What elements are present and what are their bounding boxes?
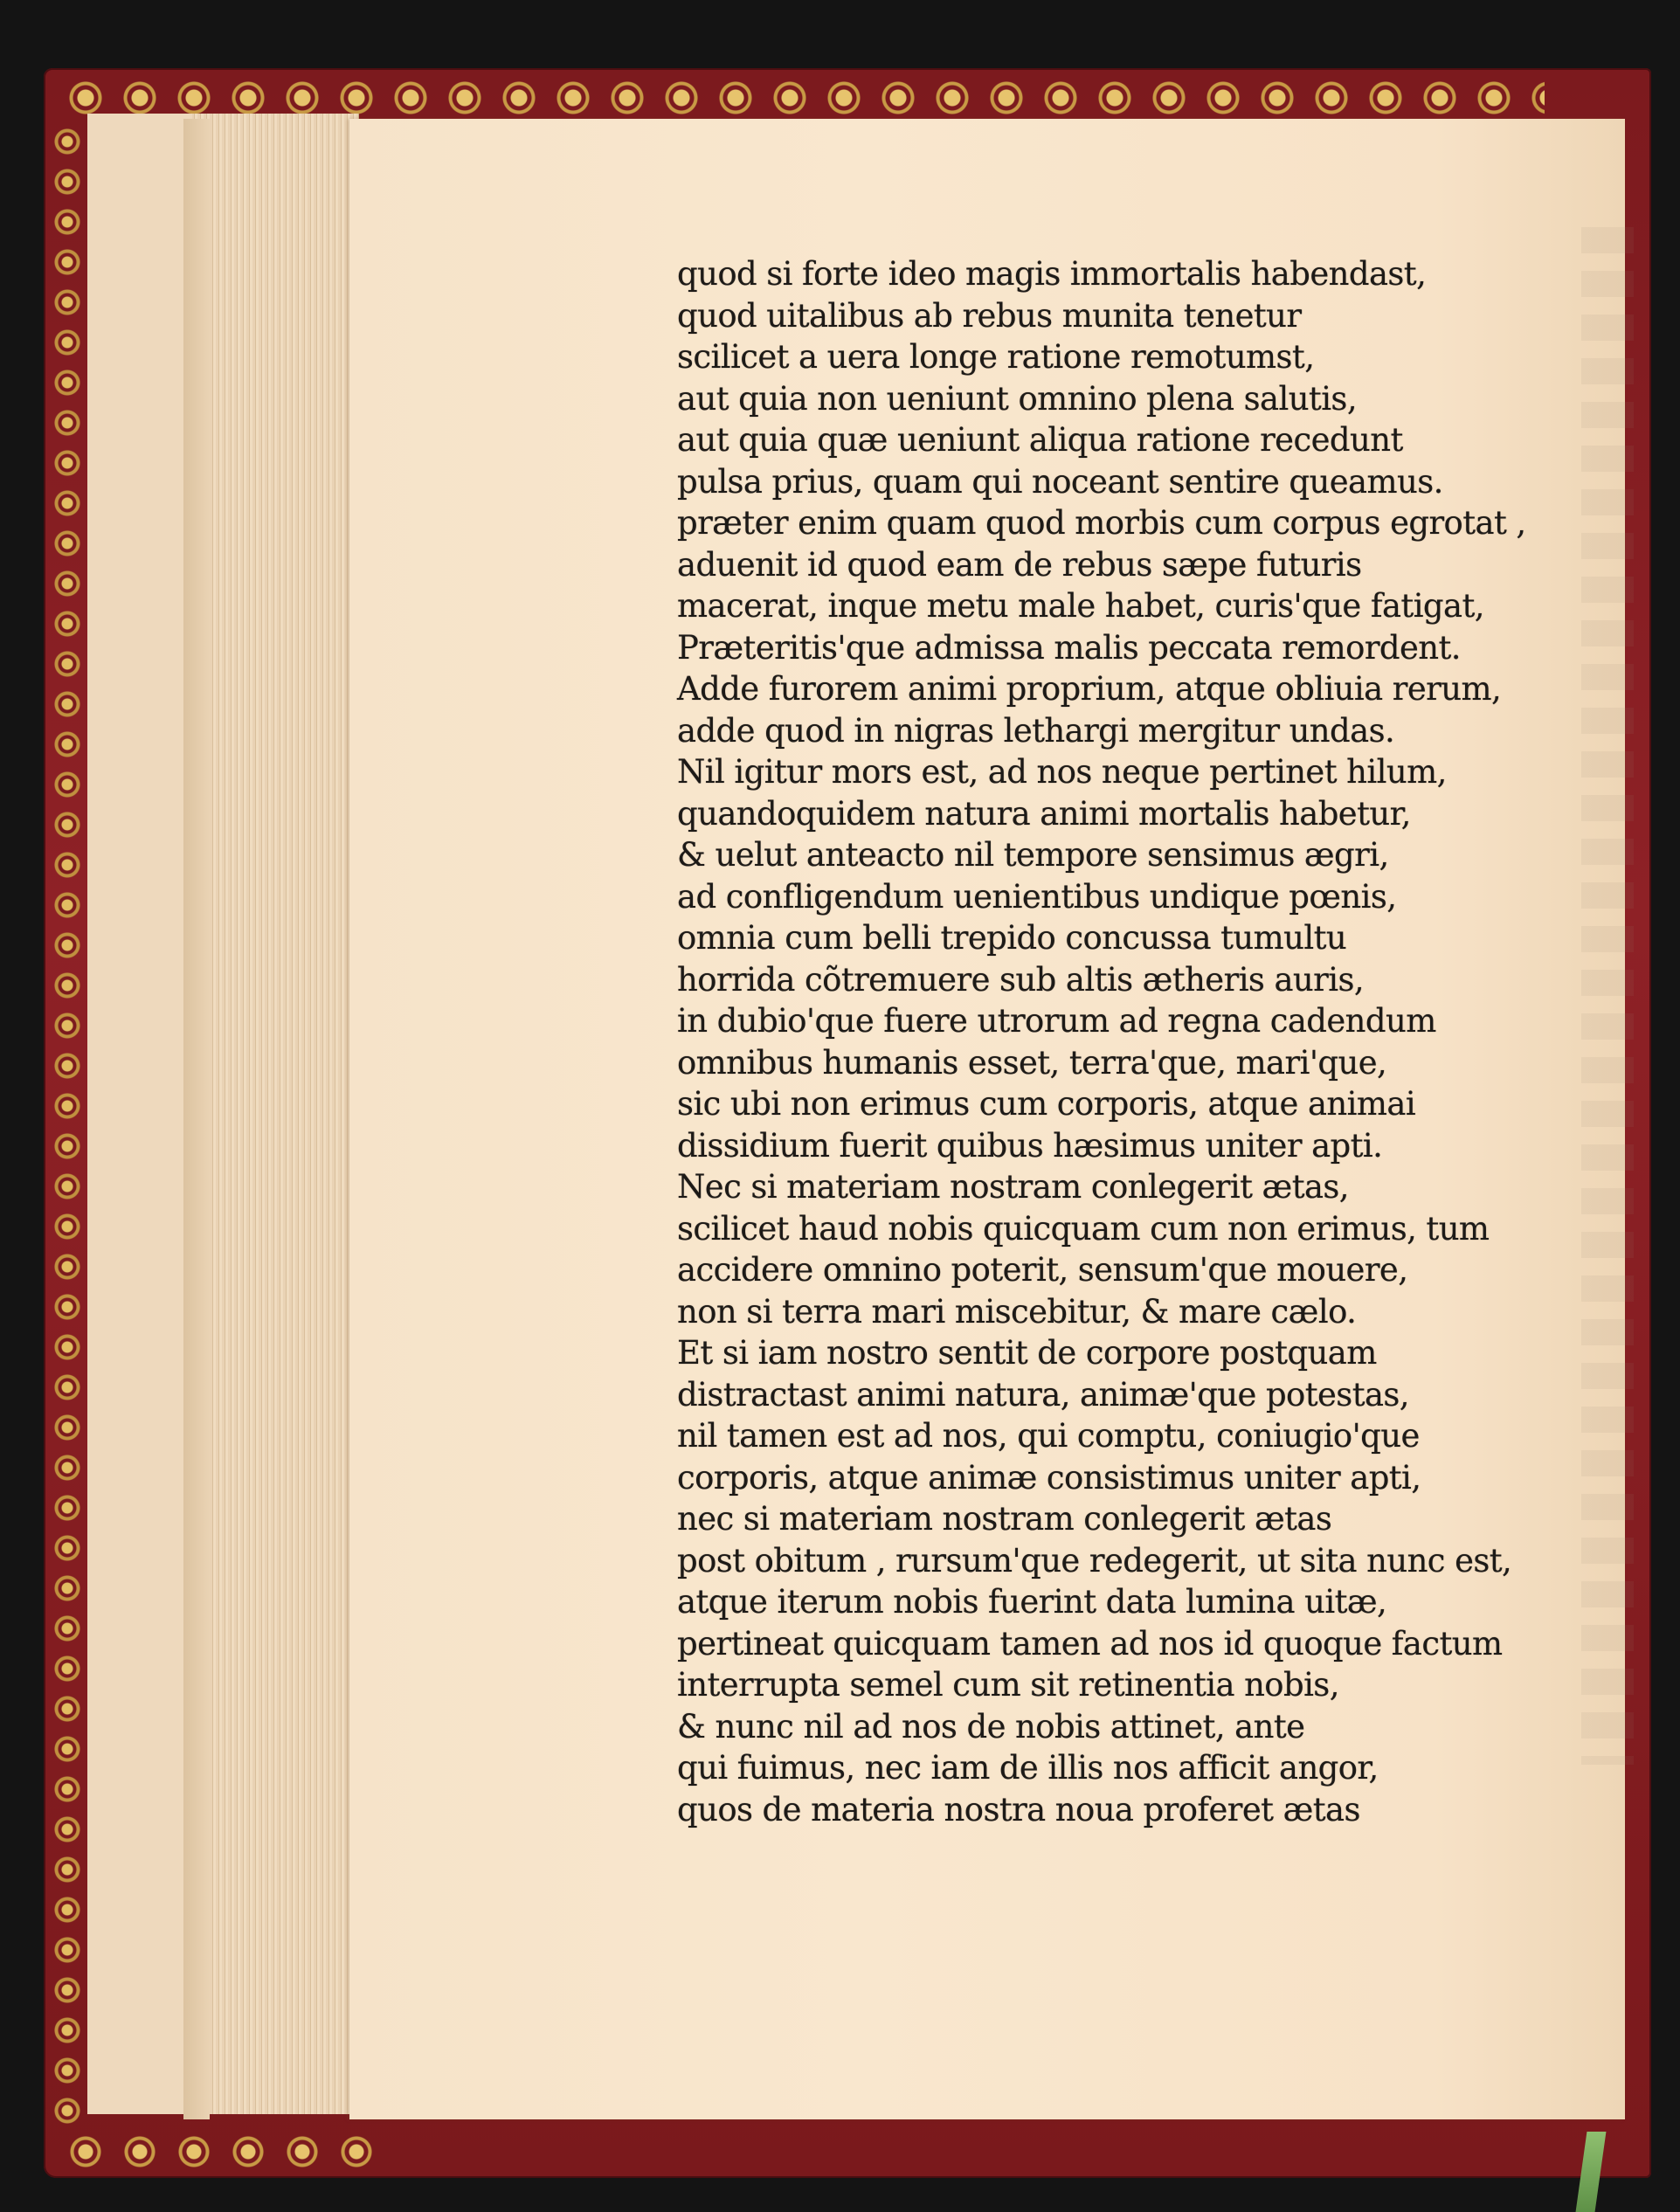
gilt-border-left [49,122,86,2132]
text-line: Et si iam nostro sentit de corpore postquam [677,1334,1377,1372]
gilt-border-top [59,77,1545,119]
text-line: aut quia quæ ueniunt aliqua ratione recedunt [677,421,1403,459]
text-line: in dubio'que fuere utrorum ad regna cadendum [677,1002,1436,1040]
text-line: pulsa prius, quam qui noceant sentire queamus. [677,462,1443,501]
text-line: quod si forte ideo magis immortalis habendast, [677,255,1427,293]
text-line: aut quia non ueniunt omnino plena salutis, [677,379,1357,418]
text-line: macerat, inque metu male habet, curis'que fatigat, [677,587,1484,625]
flyleaf [87,114,192,2114]
text-line: ad confligendum uenientibus undique pœnis, [677,877,1397,916]
text-line: scilicet a uera longe ratione remotumst, [677,338,1315,376]
text-line: præter enim quam quod morbis cum corpus egrotat , [677,504,1526,542]
text-line: & nunc nil ad nos de nobis attinet, ante [677,1707,1305,1745]
page-edges-shadow [183,119,210,2119]
text-line: qui fuimus, nec iam de illis nos afficit angor, [677,1749,1379,1787]
text-line: quos de materia nostra noua proferet ætas [677,1790,1360,1828]
text-line: scilicet haud nobis quicquam cum non erimus, tum [677,1209,1490,1248]
text-line: & uelut anteacto nil tempore sensimus ægri, [677,836,1389,874]
text-line: quandoquidem natura animi mortalis habetur, [677,794,1411,833]
text-line: non si terra mari miscebitur, & mare cælo. [677,1292,1357,1331]
text-line: dissidium fuerit quibus hæsimus uniter apti. [677,1126,1383,1165]
text-line: quod uitalibus ab rebus munita tenetur [677,296,1302,335]
text-line: corporis, atque animæ consistimus uniter apti, [677,1458,1421,1497]
text-line: Nil igitur mors est, ad nos neque pertinet hilum, [677,753,1447,791]
text-line: omnia cum belli trepido concussa tumultu [677,919,1347,957]
text-line: horrida cõtremuere sub altis ætheris auris, [677,960,1365,999]
text-line: atque iterum nobis fuerint data lumina uitæ, [677,1583,1387,1621]
text-line: omnibus humanis esset, terra'que, mari'que, [677,1043,1387,1082]
text-line: aduenit id quod eam de rebus sæpe futuris [677,545,1362,584]
poem-text [677,253,1603,1830]
text-line: interrupta semel cum sit retinentia nobis, [677,1666,1339,1704]
text-line: Præteritis'que admissa malis peccata remordent. [677,628,1461,667]
gilt-border-bottom [59,2132,374,2172]
text-line: post obitum , rursum'que redegerit, ut sita nunc est, [677,1541,1512,1580]
text-line: nec si materiam nostram conlegerit ætas [677,1500,1332,1538]
text-line: Adde furorem animi proprium, atque obliuia rerum, [677,670,1502,708]
text-line: sic ubi non erimus cum corporis, atque animai [677,1085,1416,1123]
text-line: adde quod in nigras lethargi mergitur undas. [677,711,1395,750]
text-line: pertineat quicquam tamen ad nos id quoque factum [677,1624,1503,1662]
text-line: accidere omnino poterit, sensum'que mouere, [677,1251,1408,1289]
text-line: distractast animi natura, animæ'que potestas, [677,1375,1409,1414]
text-line: Nec si materiam nostram conlegerit ætas, [677,1168,1349,1206]
text-line: nil tamen est ad nos, qui comptu, coniugio'que [677,1417,1420,1455]
